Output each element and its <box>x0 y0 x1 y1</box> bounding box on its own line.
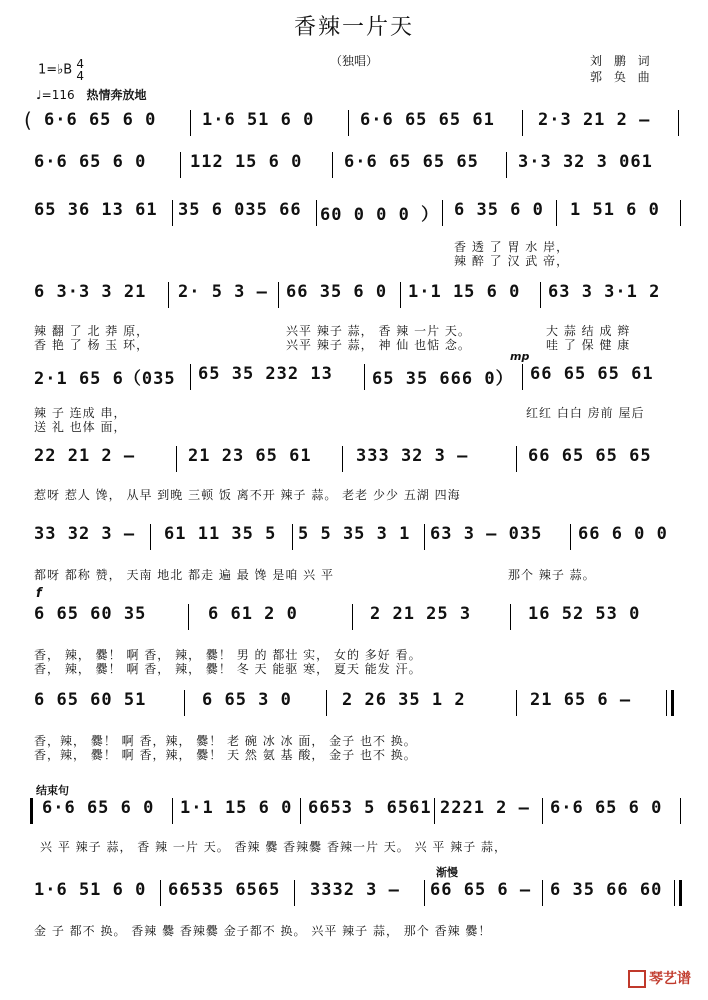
lyric-line: 金 子 都不 换。 香辣 爨 香辣爨 金子都不 换。 兴平 辣子 蒜， 那个 香辣 爨！ <box>34 924 492 938</box>
measure: 333 32 3 – <box>356 446 469 466</box>
dynamic-mp: mp <box>510 350 530 363</box>
measure: 16 52 53 0 <box>528 604 641 624</box>
barline <box>434 798 435 824</box>
score-row-9 <box>30 690 680 714</box>
measure: 63 3 3·1 2 <box>548 282 661 302</box>
measure: 5 5 35 3 1 <box>298 524 411 544</box>
barline <box>678 110 679 136</box>
measure: 21 65 6 – <box>530 690 632 710</box>
measure: 1·6 51 6 0 <box>202 110 315 130</box>
repeat-paren: ( <box>24 108 32 132</box>
measure: 2 26 35 1 2 <box>342 690 466 710</box>
site-logo[interactable] <box>628 968 691 988</box>
measure: 2·1 65 6（035 <box>34 369 176 389</box>
barline <box>172 200 173 226</box>
barline <box>150 524 151 550</box>
ending-label: 结束句 <box>36 784 69 797</box>
measure: 2· 5 3 – <box>178 282 268 302</box>
score-row-7 <box>30 524 680 548</box>
barline <box>190 364 191 390</box>
barline <box>542 880 543 906</box>
barline <box>188 604 189 630</box>
score-row-1 <box>24 108 680 134</box>
lyric-line: 辣 翻 了 北 莽 原， <box>34 324 150 338</box>
measure: 66535 6565 <box>168 880 281 900</box>
barline <box>326 690 327 716</box>
barline <box>300 798 301 824</box>
lyric-line: 兴 平 辣子 蒜， 香 辣 一片 天。 香辣 爨 香辣爨 香辣一片 天。 兴 平 辣子 蒜， <box>40 840 508 854</box>
time-signature <box>76 58 84 82</box>
barline <box>342 446 343 472</box>
barline <box>510 604 511 630</box>
time-top: 4 <box>76 57 84 71</box>
measure: 66 65 6 – <box>430 880 532 900</box>
logo-text: 琴艺谱 <box>649 971 691 987</box>
barline <box>542 798 543 824</box>
barline <box>506 152 507 178</box>
measure: 66 65 65 61 <box>530 364 654 384</box>
measure: 35 6 035 66 <box>178 200 302 220</box>
barline <box>176 446 177 472</box>
barline <box>364 364 365 390</box>
measure: 6 35 66 60 <box>550 880 663 900</box>
measure: 6 35 6 0 <box>454 200 544 220</box>
lyric-line: 大 蒜 结 成 辫 <box>546 324 631 338</box>
measure: 6·6 65 65 61 <box>360 110 495 130</box>
measure: 3332 3 – <box>310 880 400 900</box>
lyric-line: 那个 辣子 蒜。 <box>508 568 596 582</box>
lyric-line: 香，辣， 爨！ 啊 香，辣， 爨！ 老 碗 冰 冰 面， 金子 也不 换。 <box>34 734 417 748</box>
measure: 112 15 6 0 <box>190 152 303 172</box>
score-row-6 <box>30 446 680 470</box>
barline <box>294 880 295 906</box>
measure: 65 36 13 61 <box>34 200 158 220</box>
lyric-line: 哇 了 保 健 康 <box>546 338 631 352</box>
barline <box>160 880 161 906</box>
lyric-line: 辣 醉 了 汉 武 帝， <box>454 254 570 268</box>
dynamic-f: f <box>36 586 42 601</box>
lyric-line: 香， 辣， 爨！ 啊 香， 辣， 爨！ 男 的 都壮 实， 女的 多好 看。 <box>34 648 422 662</box>
lyric-line: 香 艳 了 杨 玉 环， <box>34 338 150 352</box>
barline <box>522 110 523 136</box>
measure: 6·6 65 6 0 <box>42 798 155 818</box>
measure: 1 51 6 0 <box>570 200 660 220</box>
measure: 6·6 65 6 0 <box>44 110 157 130</box>
key-signature <box>38 58 84 82</box>
barline <box>180 152 181 178</box>
score-row-10 <box>30 798 680 822</box>
measure: 6·6 65 6 0 <box>34 152 147 172</box>
lyricist-credit: 刘 鹏 词 <box>590 54 654 68</box>
barline <box>442 200 443 226</box>
repeat-end-barline <box>671 690 674 716</box>
lyric-line: 辣 子 连成 串， <box>34 406 127 420</box>
lyric-line: 香 透 了 胃 水 岸， <box>454 240 570 254</box>
barline <box>348 110 349 136</box>
measure: 6 3·3 3 21 <box>34 282 147 302</box>
lyric-line: 惹呀 惹人 馋， 从早 到晚 三顿 饭 离不开 辣子 蒜。 老老 少少 五湖 四海 <box>34 488 461 502</box>
song-subtitle: （独唱） <box>329 54 378 68</box>
measure: 33 32 3 – <box>34 524 136 544</box>
measure: 2221 2 – <box>440 798 530 818</box>
final-barline <box>679 880 682 906</box>
measure: 61 11 35 5 <box>164 524 277 544</box>
barline <box>352 604 353 630</box>
logo-icon <box>628 970 646 988</box>
score-row-5 <box>30 364 680 388</box>
time-bottom: 4 <box>76 69 84 83</box>
barline <box>424 524 425 550</box>
score-row-8 <box>30 604 680 628</box>
measure: 1·1 15 6 0 <box>180 798 293 818</box>
song-title: 香辣一片天 <box>293 15 414 40</box>
barline <box>316 200 317 226</box>
lyric-line: 香，辣， 爨！ 啊 香，辣， 爨！ 天 然 氨 基 酸， 金子 也不 换。 <box>34 748 417 762</box>
repeat-start-barline <box>30 798 33 824</box>
barline <box>168 282 169 308</box>
measure: 6·6 65 6 0 <box>550 798 663 818</box>
measure: 6 65 3 0 <box>202 690 292 710</box>
measure: 66 35 6 0 <box>286 282 388 302</box>
lyric-line: 都呀 都称 赞， 天南 地北 都走 遍 最 馋 是咱 兴 平 <box>34 568 334 582</box>
barline <box>332 152 333 178</box>
lyric-line: 兴平 辣子 蒜， 神 仙 也惦 念。 <box>286 338 471 352</box>
expression-mark: 热情奔放地 <box>86 88 147 102</box>
barline <box>666 690 667 716</box>
measure: 66 6 0 0 <box>578 524 668 544</box>
score-row-2 <box>30 152 680 176</box>
barline <box>190 110 191 136</box>
score-row-11 <box>30 880 680 904</box>
key-label: 1=♭B <box>38 62 73 78</box>
score-row-4 <box>30 282 680 306</box>
measure: 6653 5 6561 <box>308 798 432 818</box>
measure: 1·1 15 6 0 <box>408 282 521 302</box>
barline <box>556 200 557 226</box>
measure: 2 21 25 3 <box>370 604 472 624</box>
measure: 65 35 232 13 <box>198 364 333 384</box>
measure: 63 3 – 035 <box>430 524 543 544</box>
barline <box>680 798 681 824</box>
barline <box>278 282 279 308</box>
measure: 1·6 51 6 0 <box>34 880 147 900</box>
ritardando-mark: 渐慢 <box>436 866 458 879</box>
barline <box>570 524 571 550</box>
measure: 65 35 666 0） <box>372 369 514 389</box>
lyric-line: 红红 白白 房前 屋后 <box>526 406 645 420</box>
barline <box>292 524 293 550</box>
measure: 66 65 65 65 <box>528 446 652 466</box>
measure: 60 0 0 0 ） <box>320 205 440 225</box>
barline <box>516 690 517 716</box>
measure: 6 61 2 0 <box>208 604 298 624</box>
lyric-line: 送 礼 也体 面， <box>34 420 127 434</box>
barline <box>680 200 681 226</box>
barline <box>516 446 517 472</box>
tempo-line <box>36 86 146 103</box>
measure: 21 23 65 61 <box>188 446 312 466</box>
measure: 2·3 21 2 – <box>538 110 651 130</box>
barline <box>674 880 675 906</box>
barline <box>172 798 173 824</box>
measure: 3·3 32 3 061 <box>518 152 653 172</box>
barline <box>540 282 541 308</box>
barline <box>522 364 523 390</box>
measure: 22 21 2 – <box>34 446 136 466</box>
score-row-3 <box>30 200 680 224</box>
barline <box>400 282 401 308</box>
composer-credit: 郭 奂 曲 <box>590 70 654 84</box>
measure: 6·6 65 65 65 <box>344 152 479 172</box>
measure: 6 65 60 51 <box>34 690 147 710</box>
barline <box>424 880 425 906</box>
barline <box>184 690 185 716</box>
lyric-line: 兴平 辣子 蒜， 香 辣 一片 天。 <box>286 324 471 338</box>
lyric-line: 香， 辣， 爨！ 啊 香， 辣， 爨！ 冬 天 能驱 寒， 夏天 能发 汗。 <box>34 662 422 676</box>
tempo-mark: ♩=116 <box>36 88 75 102</box>
measure: 6 65 60 35 <box>34 604 147 624</box>
